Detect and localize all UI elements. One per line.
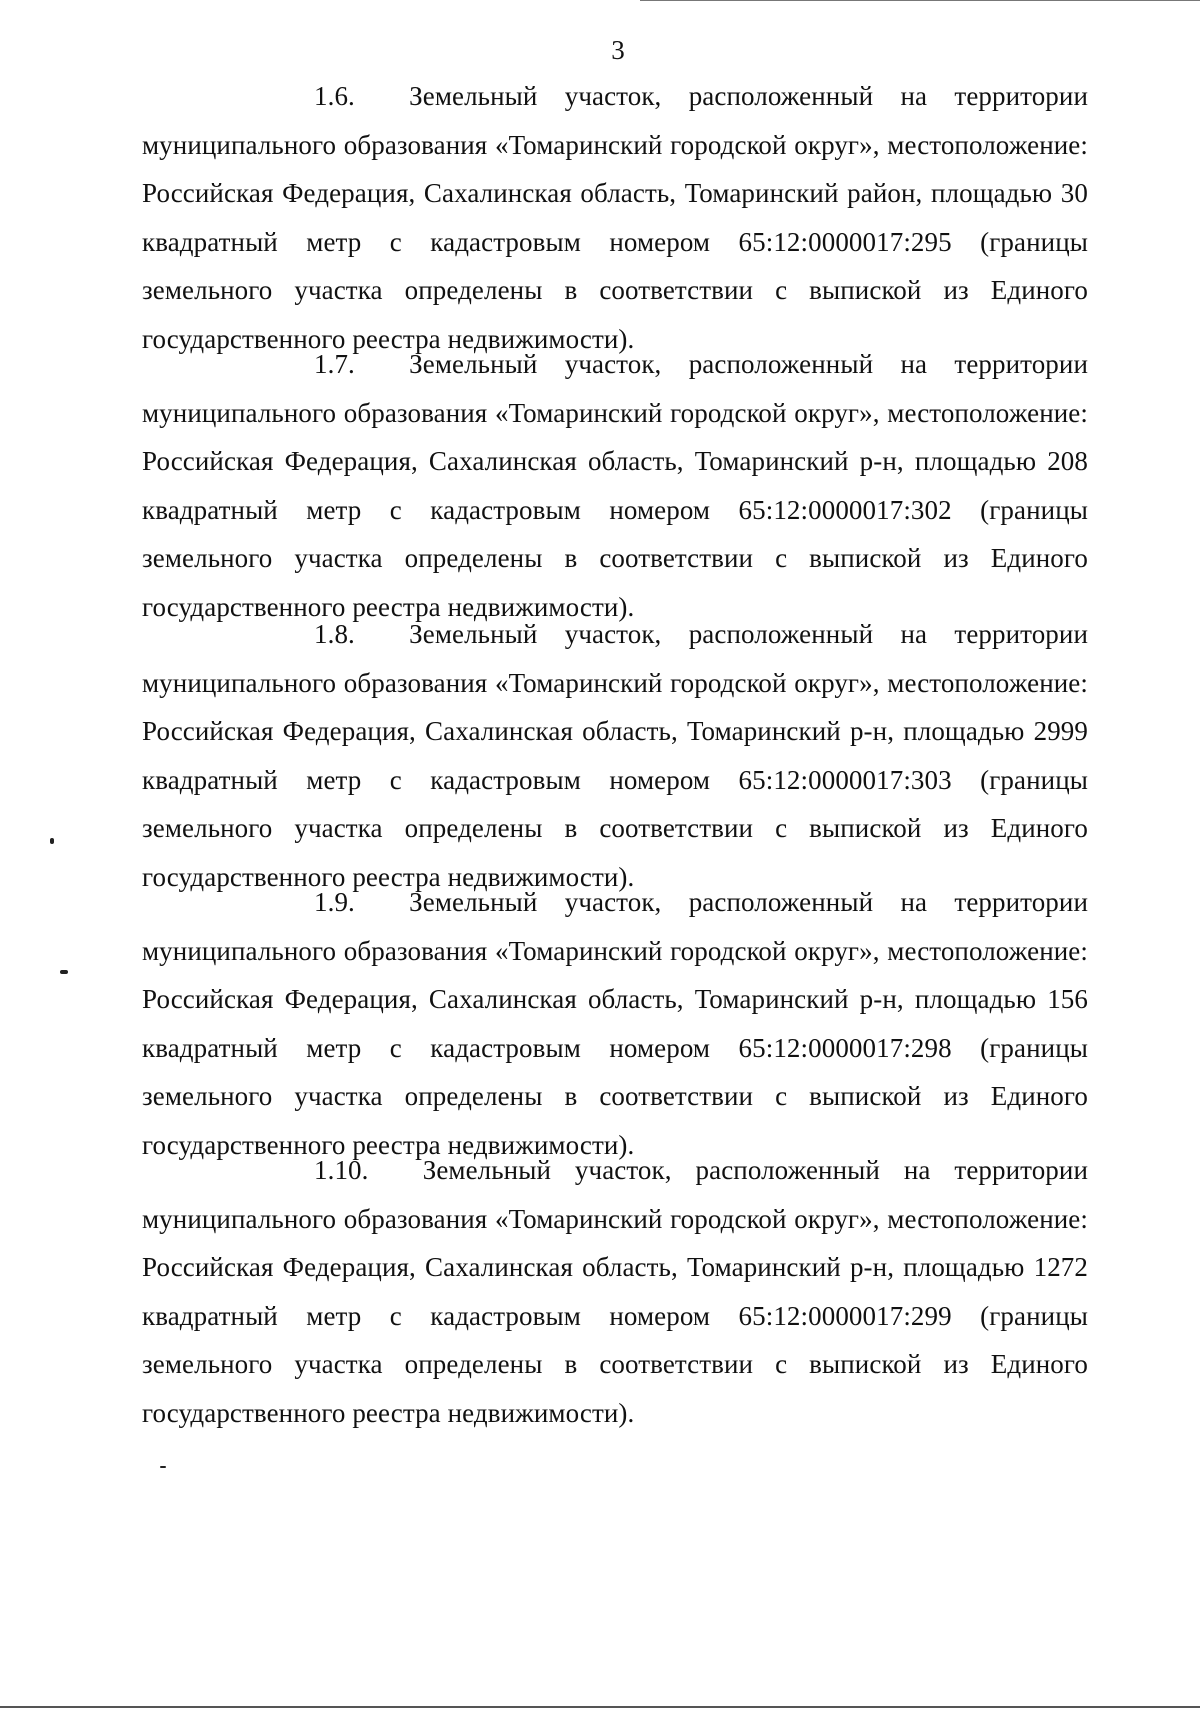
clause-text: Земельный участок, расположенный на территории муниципального образования «Томаринский городской округ», местоположение: Российская Федерация, Сахалинская область, Томаринский р-н, площадью 208 квадратный метр с кадастровым номером 65:12:0000017:302 (границы земельного участка определены в соответствии с выпиской из Единого государственного реестра недвижимости). (142, 349, 1088, 622)
clause-text: Земельный участок, расположенный на территории муниципального образования «Томаринский городской округ», местоположение: Российская Федерация, Сахалинская область, Томаринский р-н, площадью 1272 квадратный метр с кадастровым номером 65:12:0000017:299 (границы земельного участка определены в соответствии с выпиской из Единого государственного реестра недвижимости). (142, 1155, 1088, 1428)
clause-text: Земельный участок, расположенный на территории муниципального образования «Томаринский городской округ», местоположение: Российская Федерация, Сахалинская область, Томаринский р-н, площадью 156 квадратный метр с кадастровым номером 65:12:0000017:298 (границы земельного участка определены в соответствии с выпиской из Единого государственного реестра недвижимости). (142, 887, 1088, 1160)
clause-1-8 (142, 610, 1088, 901)
scan-top-edge (640, 0, 1200, 1)
page-number: 3 (611, 35, 625, 65)
clause-1-6 (142, 72, 1088, 363)
clause-number: 1.8. (314, 619, 355, 649)
clause-1-9 (142, 878, 1088, 1169)
scan-bottom-edge (0, 1706, 1200, 1708)
clause-number: 1.9. (314, 887, 355, 917)
clause-number: 1.10. (314, 1155, 369, 1185)
scan-speck (50, 838, 54, 844)
clause-text: Земельный участок, расположенный на территории муниципального образования «Томаринский городской округ», местоположение: Российская Федерация, Сахалинская область, Томаринский р-н, площадью 2999 квадратный метр с кадастровым номером 65:12:0000017:303 (границы земельного участка определены в соответствии с выпиской из Единого государственного реестра недвижимости). (142, 619, 1088, 892)
clause-1-7 (142, 340, 1088, 631)
clause-number: 1.7. (314, 349, 355, 379)
clause-text: Земельный участок, расположенный на территории муниципального образования «Томаринский городской округ», местоположение: Российская Федерация, Сахалинская область, Томаринский район, площадью 30 квадратный метр с кадастровым номером 65:12:0000017:295 (границы земельного участка определены в соответствии с выпиской из Единого государственного реестра недвижимости). (142, 81, 1088, 354)
clause-number: 1.6. (314, 81, 355, 111)
clause-1-10 (142, 1146, 1088, 1437)
scan-speck (60, 970, 68, 974)
scan-speck (160, 1466, 166, 1468)
